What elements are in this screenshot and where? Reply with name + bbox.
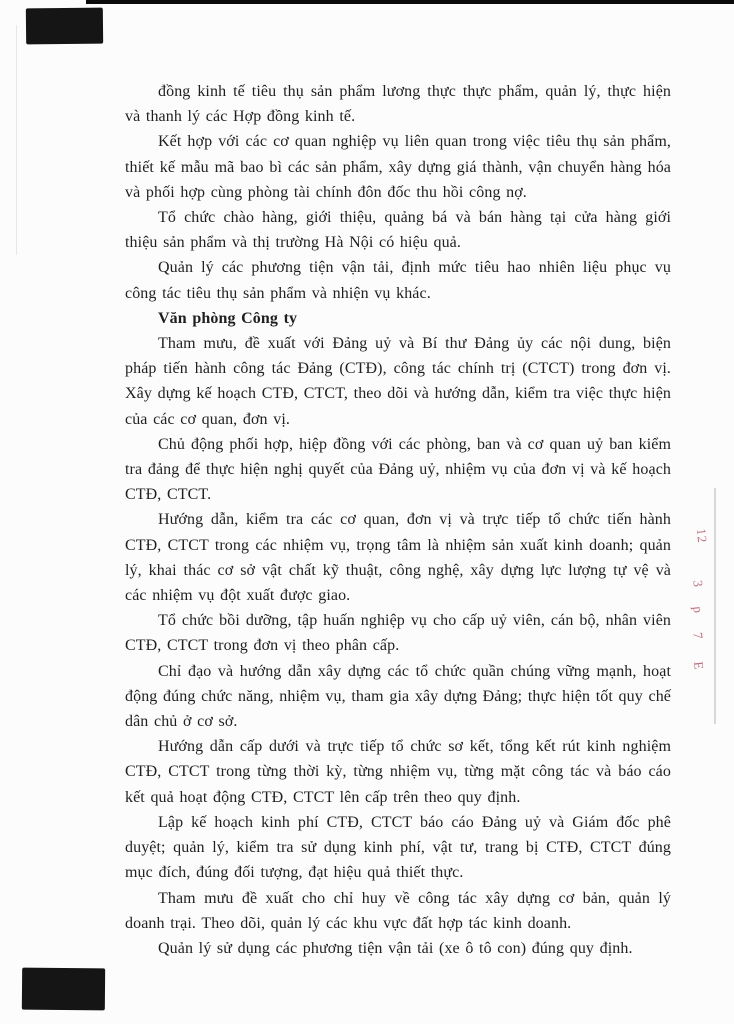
marginalia-glyph: E — [691, 660, 707, 672]
document-paragraph: Lập kế hoạch kinh phí CTĐ, CTCT báo cáo Đảng uỷ và Giám đốc phê duyệt; quản lý, kiểm tra sử dụng kinh phí, vật tư, trang bị CTĐ, CTCT đúng mục đích, đúng đối tượng, đạt hiệu quả thiết thực. — [125, 813, 671, 882]
document-paragraph: Văn phòng Công ty — [158, 309, 298, 327]
document-paragraph: Chỉ đạo và hướng dẫn xây dựng các tổ chức quần chúng vững mạnh, hoạt động đúng chức năng, nhiệm vụ, tham gia xây dựng Đảng; thực hiện tốt quy chế dân chủ ở cơ sở. — [125, 662, 671, 731]
document-paragraph: Tổ chức bồi dưỡng, tập huấn nghiệp vụ cho cấp uỷ viên, cán bộ, nhân viên CTĐ, CTCT trong đơn vị theo phân cấp. — [125, 612, 671, 655]
document-paragraph: Kết hợp với các cơ quan nghiệp vụ liên quan trong việc tiêu thụ sản phẩm, thiết kế mẫu mã bao bì các sản phẩm, xây dựng giá thành, vận chuyển hàng hóa và phối hợp cùng phòng tài chính đôn đốc thu hồi công nợ. — [125, 133, 671, 201]
document-paragraph: đồng kinh tế tiêu thụ sản phẩm lương thực thực phẩm, quản lý, thực hiện và thanh lý các Hợp đồng kinh tế. — [125, 83, 671, 126]
document-paragraph: Hướng dẫn cấp dưới và trực tiếp tổ chức sơ kết, tổng kết rút kinh nghiệm CTĐ, CTCT trong từng thời kỳ, từng nhiệm vụ, từng mặt công tác và báo cáo kết quả hoạt động CTĐ, CTCT lên cấp trên theo quy định. — [125, 738, 671, 806]
document-paragraph: Chủ động phối hợp, hiệp đồng với các phòng, ban và cơ quan uỷ ban kiểm tra đảng để thực hiện nghị quyết của Đảng uỷ, nhiệm vụ của đơn vị và kế hoạch CTĐ, CTCT. — [125, 435, 671, 504]
marginalia-glyph: p — [690, 605, 707, 615]
marginalia-glyph: 7 — [690, 631, 707, 641]
document-paragraph: Hướng dẫn, kiểm tra các cơ quan, đơn vị và trực tiếp tổ chức tiến hành CTĐ, CTCT trong các nhiệm vụ, trọng tâm là nhiệm sản xuất kinh doanh; quản lý, khai thác cơ sở vật chất kỹ thuật, công nghệ, xây dựng lực lượng tự vệ và các nhiệm vụ đột xuất được giao. — [125, 511, 671, 605]
marginalia-glyph: 3 — [690, 579, 707, 589]
scan-mark-top-left — [26, 8, 103, 45]
document-text-column — [125, 79, 671, 961]
document-paragraph: Tổ chức chào hàng, giới thiệu, quảng bá và bán hàng tại cửa hàng giới thiệu sản phẩm và thị trường Hà Nội có hiệu quả. — [125, 209, 671, 252]
top-edge-scan-line — [86, 0, 734, 4]
document-paragraph: Tham mưu, đề xuất với Đảng uỷ và Bí thư Đảng ủy các nội dung, biện pháp tiến hành công tác Đảng (CTĐ), công tác chính trị (CTCT) trong đơn vị. Xây dựng kế hoạch CTĐ, CTCT, theo dõi và hướng dẫn, kiểm tra việc thực hiện của các cơ quan, đơn vị. — [125, 335, 671, 428]
scan-mark-bottom-left — [22, 968, 105, 1011]
marginalia-glyph: 12 — [693, 527, 711, 545]
left-fold-line — [16, 25, 17, 255]
right-margin-scan-line — [714, 488, 716, 724]
document-paragraph: Quản lý các phương tiện vận tải, định mức tiêu hao nhiên liệu phục vụ công tác tiêu thụ sản phẩm và nhiện vụ khác. — [125, 259, 671, 302]
document-paragraph: Tham mưu đề xuất cho chỉ huy về công tác xây dựng cơ bản, quản lý doanh trại. Theo dõi, quản lý các khu vực đất hợp tác kinh doanh. — [125, 889, 671, 932]
document-paragraph: Quản lý sử dụng các phương tiện vận tải (xe ô tô con) đúng quy định. — [158, 939, 633, 957]
